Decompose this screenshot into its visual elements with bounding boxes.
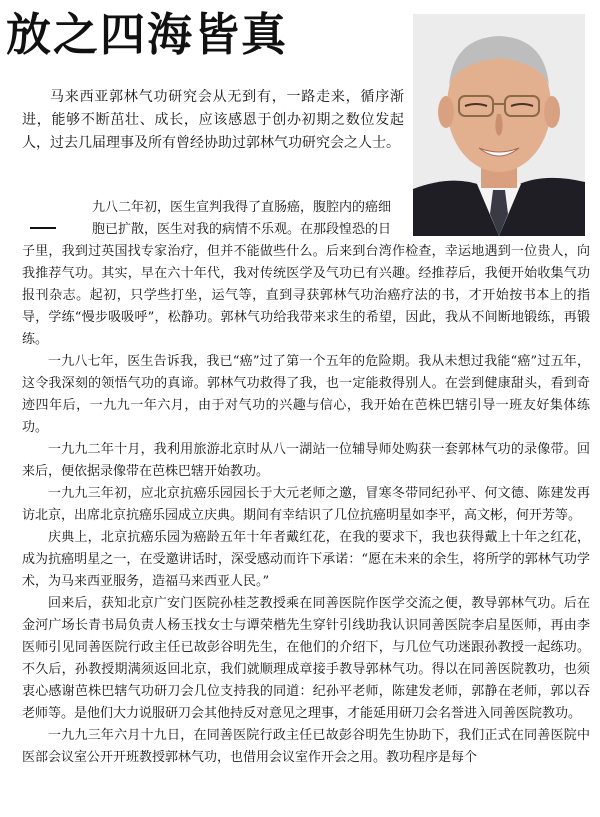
- article-title: 放之四海皆真: [6, 8, 289, 61]
- paragraph: 一九九二年十月，我利用旅游北京时从八一湖站一位辅导师处购获一套郭林气功的录像带。回来后，便依据录像带在芭株巴辖开始教功。: [22, 442, 590, 479]
- article-lede: 马来西亚郭林气功研究会从无到有，一路走来，循序渐进，能够不断茁壮、成长，应该感恩于创办初期之数位发起人，过去几届理事及所有曾经协助过郭林气功研究会之人士。: [22, 89, 404, 151]
- article-body: [22, 197, 590, 769]
- paragraph: 回来后，获知北京广安门医院孙桂芝教授乘在同善医院作医学交流之便，教导郭林气功。后在金河广场长青书局负责人杨玉找女士与谭荣楷先生穿针引线助我认识同善医院李启星医师，再由李医师引见同善医院行政主任已故彭谷明先生，在他们的介绍下，与几位气功迷跟孙教授一起练功。不久后，孙教授期满须返回北京，我们就顺理成章接手教导郭林气功。得以在同善医院教功，也须衷心感谢芭株巴辖气功研刀会几位支持我的同道：纪孙平老师，陈建发老师，郭静在老师，郭以吞老师等。是他们大力说服研刀会其他持反对意见之理事，才能延用研刀会名誉进入同善医院教功。: [22, 596, 590, 721]
- paragraph: 一九九三年六月十九日，在同善医院行政主任已故彭谷明先生协助下，我们正式在同善医院中医部会议室公开开班教授郭林气功，也借用会议室作开会之用。教功程序是每个: [22, 728, 590, 765]
- paragraph: 子里，我到过英国找专家治疗，但并不能做些什么。后来到台湾作检查，幸运地遇到一位贵人，向我推荐气功。其实，早在六十年代，我对传统医学及气功已有兴趣。经推荐后，我便开始收集气功报刊杂志。起初，只学些打坐，运气等，直到寻获郭林气功治癌疗法的书，才开始按书本上的指导，学练“慢步吸吸呼”，松静功。郭林气功给我带来求生的希望，因此，我从不间断地锻练，再锻练。: [22, 244, 590, 347]
- paragraph: 胞已扩散，医生对我的病情不乐观。在那段惶恐的日: [92, 222, 392, 237]
- paragraph: 一九八七年，医生告诉我，我已“癌”过了第一个五年的危险期。我从未想过我能“癌”过五年，这令我深刻的领悟气功的真谛。郭林气功救得了我，也一定能救得别人。在尝到健康甜头，看到奇迹四年后，一九九一年六月，由于对气功的兴趣与信心，我开始在芭株巴辖引导一班友好集体练功。: [22, 354, 590, 435]
- paragraph: 九八二年初，医生宣判我得了直肠癌，腹腔内的癌细: [92, 200, 392, 215]
- paragraph: 一九九三年初，应北京抗癌乐园园长于大元老师之邀，冒寒冬带同纪孙平、何文德、陈建发再访北京，出席北京抗癌乐园成立庆典。期间有幸结识了几位抗癌明星如李平，高文彬，何开芳等。: [22, 486, 590, 523]
- paragraph: 庆典上，北京抗癌乐园为癌龄五年十年者戴红花，在我的要求下，我也获得戴上十年之红花，成为抗癌明星之一，在受邀讲话时，深受感动而许下承诺：“愿在未来的余生，将所学的郭林气功学术，为马来西亚服务，造福马来西亚人民。”: [22, 530, 590, 589]
